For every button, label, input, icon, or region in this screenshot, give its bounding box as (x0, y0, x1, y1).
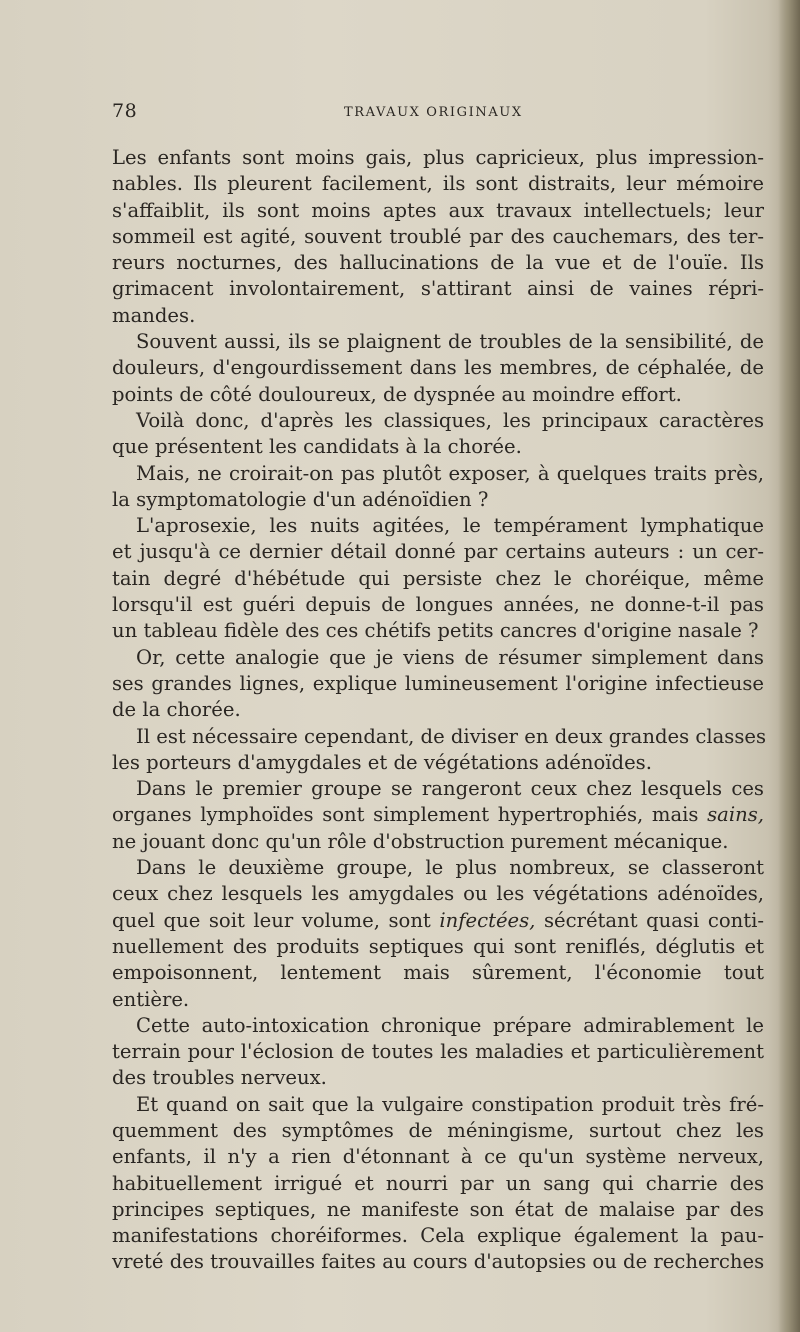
text-line: lorsqu'il est guéri depuis de longues années, ne donne-t-il pas (112, 593, 764, 617)
text-line: de la chorée. (112, 698, 241, 722)
text-line: douleurs, d'engourdissement dans les membres, de céphalée, de (112, 356, 764, 380)
running-head: TRAVAUX ORIGINAUX (344, 105, 523, 120)
text-line: Il est nécessaire cependant, de diviser en deux grandes classes (136, 724, 767, 748)
emphasis-infectees: infectées, (439, 908, 536, 932)
text-line: des troubles nerveux. (112, 1066, 327, 1090)
body-text (112, 145, 767, 1276)
text-line-with-emphasis (112, 908, 764, 934)
text-line: empoisonnent, lentement mais sûrement, l'économie tout (112, 961, 764, 985)
text-line: quemment des symptômes de méningisme, surtout chez les (112, 1118, 764, 1142)
text-fragment: organes lymphoïdes sont simplement hypertrophiés, mais (112, 803, 699, 827)
page-header (112, 100, 762, 130)
page-number: 78 (112, 100, 138, 122)
text-line: et jusqu'à ce dernier détail donné par certains auteurs : un cer- (112, 540, 764, 564)
text-line: Dans le premier groupe se rangeront ceux chez lesquels ces (136, 777, 764, 801)
text-line: L'aprosexie, les nuits agitées, le tempérament lymphatique (136, 514, 764, 538)
text-line: un tableau fidèle des ces chétifs petits cancres d'origine nasale ? (112, 619, 759, 643)
text-line: Voilà donc, d'après les classiques, les principaux caractères (136, 408, 764, 432)
text-line: nuellement des produits septiques qui sont reniflés, déglutis et (112, 934, 764, 958)
text-line: tain degré d'hébétude qui persiste chez le choréique, même (112, 566, 764, 590)
text-line: Mais, ne croirait-on pas plutôt exposer, à quelques traits près, (136, 461, 764, 485)
text-line: Cette auto-intoxication chronique prépare admirablement le (136, 1013, 764, 1037)
text-line: Et quand on sait que la vulgaire constipation produit très fré- (136, 1092, 764, 1116)
text-line: Souvent aussi, ils se plaignent de troubles de la sensibilité, de (136, 330, 764, 354)
text-line: enfants, il n'y a rien d'étonnant à ce qu'un système nerveux, (112, 1145, 764, 1169)
page-binding-shadow (778, 0, 800, 1332)
text-line: ne jouant donc qu'un rôle d'obstruction purement mécanique. (112, 829, 729, 853)
text-line: nables. Ils pleurent facilement, ils sont distraits, leur mémoire (112, 172, 764, 196)
text-line: la symptomatologie d'un adénoïdien ? (112, 487, 489, 511)
text-line: Les enfants sont moins gais, plus capricieux, plus impression- (112, 146, 764, 169)
text-line: que présentent les candidats à la chorée. (112, 435, 522, 459)
text-line: grimacent involontairement, s'attirant ainsi de vaines répri- (112, 277, 764, 301)
text-line-with-emphasis (112, 802, 764, 828)
text-line: habituellement irrigué et nourri par un sang qui charrie des (112, 1171, 764, 1195)
text-line: s'affaiblit, ils sont moins aptes aux travaux intellectuels; leur (112, 198, 764, 222)
text-line: entière. (112, 987, 190, 1011)
text-line: les porteurs d'amygdales et de végétations adénoïdes. (112, 750, 652, 774)
text-line: vreté des trouvailles faites au cours d'autopsies ou de recherches (112, 1250, 765, 1274)
text-line: terrain pour l'éclosion de toutes les maladies et particulièrement (112, 1040, 764, 1064)
text-line: points de côté douloureux, de dyspnée au moindre effort. (112, 382, 682, 406)
text-fragment: quel que soit leur volume, sont (112, 908, 431, 932)
text-line: ceux chez lesquels les amygdales ou les végétations adénoïdes, (112, 882, 764, 906)
text-line: manifestations choréiformes. Cela explique également la pau- (112, 1224, 764, 1248)
text-line: sommeil est agité, souvent troublé par des cauchemars, des ter- (112, 224, 764, 248)
text-line: ses grandes lignes, explique lumineusement l'origine infectieuse (112, 671, 764, 695)
text-fragment: sécrétant quasi conti- (543, 908, 764, 932)
emphasis-sains: sains, (707, 803, 764, 827)
text-line: reurs nocturnes, des hallucinations de la vue et de l'ouïe. Ils (112, 251, 764, 275)
text-line: Or, cette analogie que je viens de résumer simplement dans (136, 645, 764, 669)
text-line: mandes. (112, 303, 196, 327)
text-line: Dans le deuxième groupe, le plus nombreux, se classeront (136, 856, 764, 880)
text-line: principes septiques, ne manifeste son état de malaise par des (112, 1197, 764, 1221)
